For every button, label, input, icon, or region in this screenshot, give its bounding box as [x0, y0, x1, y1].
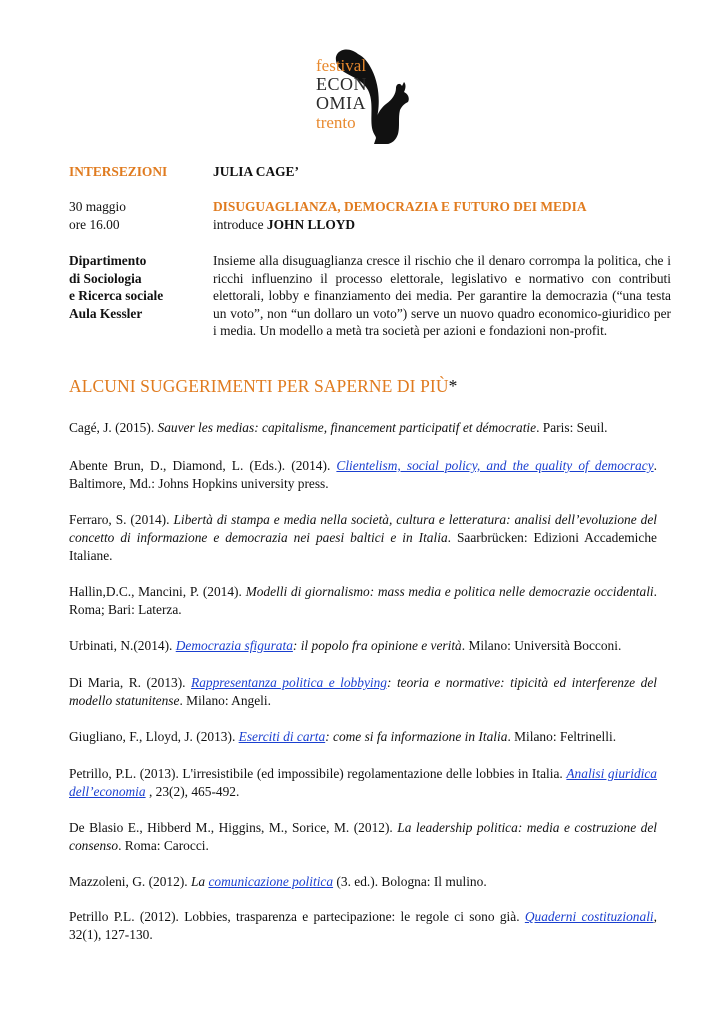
logo-wordmark: [316, 56, 378, 132]
venue: [69, 252, 209, 322]
ref-authors: Ferraro, S. (2014).: [69, 512, 174, 527]
ref-link[interactable]: Clientelism, social policy, and the quality of democracy: [336, 458, 654, 473]
venue-line: di Sociologia: [69, 270, 142, 286]
ref-publisher: . Milano: Feltrinelli.: [507, 729, 617, 744]
logo-line-festival: festival: [316, 56, 367, 75]
ref-publisher: . Roma; Bari: Laterza.: [69, 584, 657, 617]
ref-authors: Petrillo, P.L. (2013). L'irresistibile (ed impossibile) regolamentazione delle lobbies in Italia.: [69, 766, 567, 781]
logo-line-omia: OMIA: [316, 93, 366, 113]
ref-publisher: (3. ed.). Bologna: Il mulino.: [333, 874, 487, 889]
section-title: [69, 376, 457, 397]
ref-publisher: , 32(1), 127-130.: [69, 909, 657, 942]
ref-authors: Hallin,D.C., Mancini, P. (2014).: [69, 584, 246, 599]
event-date: 30 maggio: [69, 199, 126, 214]
ref-subtitle: : come si fa informazione in Italia: [325, 729, 508, 744]
ref-link[interactable]: Democrazia sfigurata: [175, 638, 293, 653]
ref-link[interactable]: comunicazione politica: [208, 874, 334, 889]
introducer-line: [213, 216, 671, 234]
reference-item: [69, 908, 657, 944]
ref-publisher: . Baltimore, Md.: Johns Hopkins university press.: [69, 458, 657, 491]
introduce-prefix: introduce: [213, 217, 267, 232]
reference-item: [69, 728, 657, 746]
reference-item: [69, 637, 657, 655]
festival-logo: [316, 46, 416, 150]
event-title: DISUGUAGLIANZA, DEMOCRAZIA E FUTURO DEI MEDIA: [213, 199, 587, 214]
ref-link[interactable]: Eserciti di carta: [238, 729, 326, 744]
ref-authors: Giugliano, F., Lloyd, J. (2013).: [69, 729, 239, 744]
reference-item: [69, 457, 657, 493]
section-title-text: ALCUNI SUGGERIMENTI PER SAPERNE DI PIÙ: [69, 376, 449, 396]
reference-item: [69, 765, 657, 801]
ref-link[interactable]: Rappresentanza politica e lobbying: [191, 675, 387, 690]
ref-title: Libertà di stampa e media nella società, cultura e letteratura: analisi dell’evoluzione del concetto di informazione e democrazia nei paesi baltici e in Italia: [69, 512, 657, 545]
venue-line: e Ricerca sociale: [69, 288, 164, 303]
reference-item: [69, 583, 657, 619]
ref-publisher: . Milano: Università Bocconi.: [461, 638, 622, 653]
reference-item: [69, 819, 657, 855]
ref-link[interactable]: Analisi giuridica dell’economia: [69, 766, 657, 799]
ref-authors: Petrillo P.L. (2012). Lobbies, trasparenza e partecipazione: le regole ci sono già.: [69, 909, 525, 924]
logo-line-econ: ECON: [316, 74, 367, 94]
ref-authors: Di Maria, R. (2013).: [69, 675, 192, 690]
event-time: ore 16.00: [69, 217, 120, 232]
ref-authors: Urbinati, N.(2014).: [69, 638, 176, 653]
ref-link[interactable]: Quaderni costituzionali: [524, 909, 654, 924]
logo-line-trento: trento: [316, 113, 356, 132]
section-title-star: *: [448, 376, 458, 396]
ref-publisher: . Milano: Angeli.: [179, 693, 271, 708]
venue-line: Dipartimento: [69, 253, 147, 268]
ref-authors: Mazzoleni, G. (2012).: [69, 874, 191, 889]
reference-item: [69, 511, 657, 565]
ref-subtitle: : teoria e normative: tipicità ed interferenze del modello statunitense: [69, 675, 657, 708]
ref-authors: Abente Brun, D., Diamond, L. (Eds.). (2014).: [69, 458, 337, 473]
ref-title: Modelli di giornalismo: mass media e politica nelle democrazie occidentali: [245, 584, 654, 599]
ref-title: La: [190, 874, 209, 889]
event-description: Insieme alla disuguaglianza cresce il rischio che il denaro corrompa la politica, che i ricchi influenzino il processo elettorale, legislativo e normativo con contributi elettorali, lobby e finanziamento dei media. Per garantire la democrazia (“una testa un voto”, non “un dollaro un voto”) serve un nuovo quadro economico-giuridico per i media. Un modello a metà tra società per azioni e fondazioni non-profit.: [213, 253, 671, 338]
reference-item: [69, 873, 657, 891]
reference-item: [69, 674, 657, 710]
ref-publisher: , 23(2), 465-492.: [145, 784, 240, 799]
ref-authors: Cagé, J. (2015).: [69, 420, 158, 435]
ref-publisher: . Paris: Seuil.: [536, 420, 608, 435]
ref-title: Sauver les medias: capitalisme, financement participatif et démocratie: [157, 420, 537, 435]
ref-publisher: . Roma: Carocci.: [118, 838, 209, 853]
ref-title: La leadership politica: media e costruzione del consenso: [69, 820, 657, 853]
ref-authors: De Blasio E., Hibberd M., Higgins, M., Sorice, M. (2012).: [69, 820, 398, 835]
speaker-name: JULIA CAGE’: [213, 164, 299, 179]
ref-subtitle: : il popolo fra opinione e verità: [292, 638, 462, 653]
reference-item: [69, 419, 657, 437]
venue-line: Aula Kessler: [69, 305, 143, 321]
series-label: INTERSEZIONI: [69, 164, 168, 179]
introducer-name: JOHN LLOYD: [266, 217, 356, 232]
ref-publisher: . Saarbrücken: Edizioni Accademiche Italiane.: [69, 530, 657, 563]
